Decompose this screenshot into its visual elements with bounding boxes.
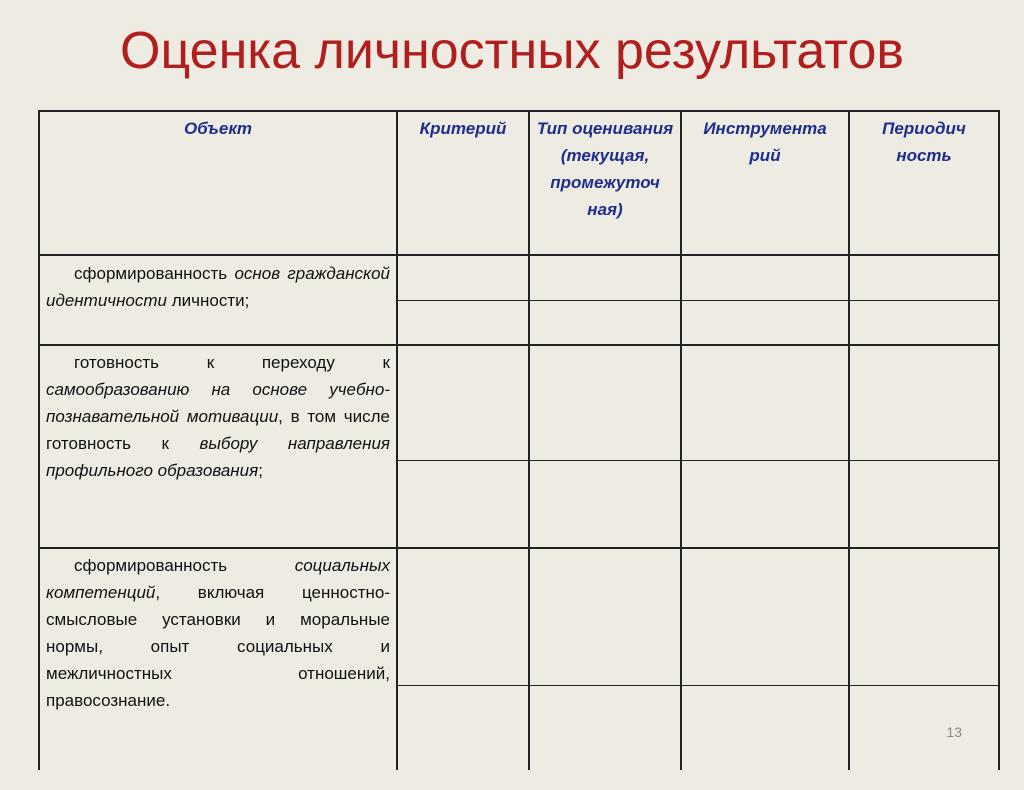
row2-split xyxy=(396,460,1000,461)
header-object: Объект xyxy=(183,119,253,138)
object-text-fragment: основ гражданской идентичности xyxy=(46,264,390,310)
object-text-fragment: самообразованию на основе учебно-познавательной мотивации xyxy=(46,380,390,426)
table-divider-col4 xyxy=(848,110,850,770)
header-tools: Инструмента рий xyxy=(703,119,827,165)
object-text-fragment: выбору направления профильного образования xyxy=(46,434,391,480)
row2-bottom xyxy=(38,547,1000,549)
assessment-table xyxy=(38,110,1000,790)
page-number: 13 xyxy=(946,724,962,740)
object-text-fragment: сформированность xyxy=(74,264,235,283)
slide-title: Оценка личностных результатов xyxy=(120,22,904,80)
object-text-fragment: ; xyxy=(258,461,263,480)
object-text-fragment: готовность к переходу к xyxy=(74,353,390,372)
object-text-fragment: сформированность xyxy=(74,556,295,575)
table-border-top xyxy=(38,110,1000,112)
object-text-fragment: личности; xyxy=(167,291,250,310)
object-text-fragment: , в том числе готовность к xyxy=(46,407,390,453)
table-border-right xyxy=(998,110,1000,770)
row1-bottom xyxy=(38,344,1000,346)
object-text-fragment: , включая ценностно-смысловые установки и моральные нормы, опыт социальных и межличностных отношений, правосознание. xyxy=(46,583,390,710)
object-cell-row3 xyxy=(40,552,396,714)
object-cell-row2 xyxy=(40,349,396,484)
header-criterion: Критерий xyxy=(419,119,507,138)
table-divider-col2 xyxy=(528,110,530,770)
table-divider-col3 xyxy=(680,110,682,770)
row3-split xyxy=(396,685,1000,686)
object-text-fragment: социальных компетенций xyxy=(46,556,390,602)
header-row-bottom xyxy=(38,254,1000,256)
table-divider-col1 xyxy=(396,110,398,770)
row1-split xyxy=(396,300,1000,301)
object-cell-row1 xyxy=(40,260,396,314)
header-periodicity: Периодич ность xyxy=(882,119,966,165)
header-assessment-type: Тип оценивания (текущая, промежуточ ная) xyxy=(536,119,674,219)
